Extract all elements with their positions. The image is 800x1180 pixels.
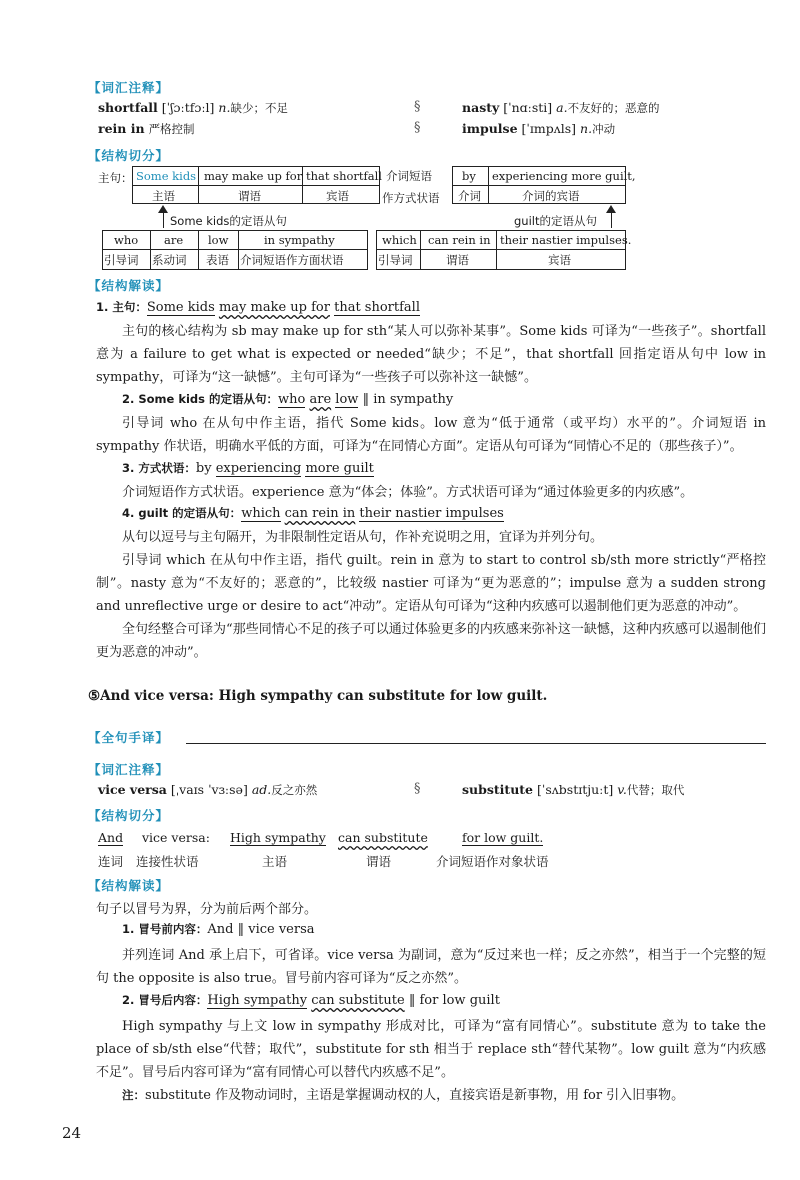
vocab-tag: 【词汇注释】 <box>88 80 170 95</box>
analysis-paragraph: 引导词 who 在从句中作主语，指代 Some kids。low 意为“低于通常（或平均）水平的”。介词短语 in sympathy 作状语，明确水平低的方面，可译为“在同情心方面”。定语从句可译为“同情心不足的（那些孩子）”。 <box>96 416 766 454</box>
vocab-pos: n. <box>218 100 231 115</box>
pp-role: 作方式状语 <box>382 191 440 205</box>
segment-role: 连接性状语 <box>136 854 199 869</box>
analysis-paragraph: 引导词 which 在从句中作主语，指代 guilt。rein in 意为 to start to control sb/sth more strictly“严格控制”。nasty 意为“不友好的；恶意的”，比较级 nastier 可译为“更为恶意的”；impulse 意为 a sudden strong and unreflective urge or desire to act“冲动”。定语从句可译为“这种内疚感可以遏制他们更为恶意的冲动”。 <box>96 553 766 614</box>
main-subject: Some kids <box>136 169 197 183</box>
scissors-divider-icon: § <box>414 99 421 114</box>
rc2-word: their nastier impulses. <box>500 233 632 247</box>
vocab-entry-rein-in <box>98 121 195 137</box>
relative-clause-2-label: guilt的定语从句 <box>514 214 597 228</box>
translation-blank-line[interactable] <box>186 743 766 744</box>
segment-role: 连词 <box>98 854 124 869</box>
vocab-entry-impulse <box>462 121 615 137</box>
rc1-word: who <box>114 233 139 247</box>
main-clause-label: 主句： <box>98 171 133 185</box>
analysis-tag: 【结构解读】 <box>88 278 170 293</box>
vocab-word: shortfall <box>98 100 158 115</box>
main-predicate-role: 谓语 <box>238 189 261 203</box>
pp-preposition: by <box>462 169 476 183</box>
analysis-paragraph: 主句的核心结构为 sb may make up for sth“某人可以弥补某事”。Some kids 可译为“一些孩子”。shortfall 意为 a failure to get what is expected or needed“缺少；不足”，that shortfall 回指定语从句中 low in sympathy，可译为“这一缺憾”。主句可译为“一些孩子可以弥补这一缺憾”。 <box>96 324 766 385</box>
rc1-word: low <box>208 233 229 247</box>
rc1-role: 引导词 <box>104 253 139 267</box>
rc1-role: 介词短语作方面状语 <box>240 253 344 267</box>
segment-word: can substitute <box>338 830 428 845</box>
structure-tag: 【结构切分】 <box>88 808 170 823</box>
vocab-def: 严格控制 <box>148 122 195 136</box>
rc2-role: 谓语 <box>446 253 469 267</box>
vocab-entry-shortfall <box>98 100 288 116</box>
vocab-word: nasty <box>462 100 500 115</box>
vocab-pron: [ˈnɑːsti] <box>503 100 553 115</box>
analysis-tag: 【结构解读】 <box>88 878 170 893</box>
segment-word: And <box>98 830 124 845</box>
main-object-role: 宾语 <box>326 189 349 203</box>
sentence-five: ⑤And vice versa: High sympathy can substitute for low guilt. <box>88 688 548 704</box>
main-subject-role: 主语 <box>152 189 175 203</box>
vocab-pos: n. <box>580 121 593 136</box>
main-object: that shortfall <box>306 169 382 183</box>
vocab-pron: [ˈʃɔːtfɔːl] <box>161 100 215 115</box>
structure-tag: 【结构切分】 <box>88 148 170 163</box>
analysis-heading-before-colon: 1. 冒号前内容：And ‖ vice versa <box>122 922 315 937</box>
pp-preposition-role: 介词 <box>458 189 481 203</box>
pp-label: 介词短语 <box>386 169 432 183</box>
rc2-word: can rein in <box>428 233 491 247</box>
pp-object: experiencing more guilt, <box>492 169 636 183</box>
rc1-role: 表语 <box>206 253 229 267</box>
analysis-heading-after-colon: 2. 冒号后内容：High sympathy can substitute ‖ for low guilt <box>122 993 500 1008</box>
vocab-entry-nasty <box>462 100 660 116</box>
rc1-word: are <box>164 233 184 247</box>
segment-word: for low guilt. <box>462 830 544 845</box>
vocab-def: 缺少；不足 <box>230 101 288 115</box>
main-predicate: may make up for <box>204 169 303 183</box>
analysis-paragraph: High sympathy 与上文 low in sympathy 形成对比，可译为“富有同情心”。substitute 意为 to take the place of sb/sth else“代替；取代”，substitute for sth 相当于 replace sth“替代某物”。low guilt 意为“内疚感不足”。冒号后内容可译为“富有同情心可以替代内疚感不足”。 <box>96 1019 766 1080</box>
vocab-entry-vice-versa: vice versa [ˌvaɪs ˈvɜːsə] ad.反之亦然 <box>98 782 318 797</box>
analysis-heading-relative-clause-1: 2. Some kids 的定语从句：who are low ‖ in sympathy <box>122 392 454 407</box>
rc1-role: 系动词 <box>152 253 187 267</box>
analysis-note: 注：substitute 作及物动词时，主语是掌握调动权的人，直接宾语是新事物，用 for 引入旧事物。 <box>122 1088 685 1103</box>
vocab-word: rein in <box>98 121 145 136</box>
arrow-up-icon <box>606 205 616 213</box>
analysis-paragraph: 全句经整合可译为“那些同情心不足的孩子可以通过体验更多的内疚感来弥补这一缺憾，这种内疚感可以遏制他们更为恶意的冲动”。 <box>96 622 766 660</box>
vocab-tag: 【词汇注释】 <box>88 762 170 777</box>
segment-word: High sympathy <box>230 830 326 845</box>
vocab-entry-substitute: substitute [ˈsʌbstɪtjuːt] v.代替；取代 <box>462 782 685 797</box>
translation-tag: 【全句手译】 <box>88 730 170 745</box>
rc1-word: in sympathy <box>264 233 335 247</box>
analysis-heading-manner-adverbial: 3. 方式状语：by experiencing more guilt <box>122 461 374 476</box>
vocab-pos: a. <box>556 100 568 115</box>
analysis-heading-relative-clause-2: 4. guilt 的定语从句：which can rein in their nastier impulses <box>122 506 504 521</box>
segment-role: 谓语 <box>366 854 392 869</box>
analysis-paragraph: 并列连词 And 承上启下，可省译。vice versa 为副词，意为“反过来也一样；反之亦然”，相当于一个完整的短句 the opposite is also true。冒号前内容可译为“反之亦然”。 <box>96 948 766 986</box>
analysis-paragraph: 从句以逗号与主句隔开，为非限制性定语从句，作补充说明之用，宜译为并列分句。 <box>122 530 604 545</box>
page-number: 24 <box>62 1124 82 1142</box>
scissors-divider-icon: § <box>414 120 421 135</box>
segment-word: vice versa: <box>142 830 210 845</box>
analysis-paragraph: 句子以冒号为界，分为前后两个部分。 <box>96 902 318 917</box>
vocab-pron: [ˈɪmpʌls] <box>521 121 577 136</box>
scissors-divider-icon: § <box>414 781 421 796</box>
vocab-word: impulse <box>462 121 518 136</box>
vocab-def: 冲动 <box>592 122 616 136</box>
vocab-def: 不友好的；恶意的 <box>567 101 660 115</box>
segment-role: 主语 <box>262 854 288 869</box>
arrow-up-icon <box>158 205 168 213</box>
rc2-role: 宾语 <box>548 253 571 267</box>
segment-role: 介词短语作对象状语 <box>436 854 549 869</box>
analysis-paragraph: 介词短语作方式状语。experience 意为“体会；体验”。方式状语可译为“通过体验更多的内疚感”。 <box>122 485 694 500</box>
analysis-heading-main-clause: 1. 主句：Some kids may make up for that shortfall <box>96 300 420 315</box>
rc2-word: which <box>382 233 417 247</box>
relative-clause-1-label: Some kids的定语从句 <box>170 214 287 228</box>
pp-object-role: 介词的宾语 <box>522 189 580 203</box>
rc2-role: 引导词 <box>378 253 413 267</box>
